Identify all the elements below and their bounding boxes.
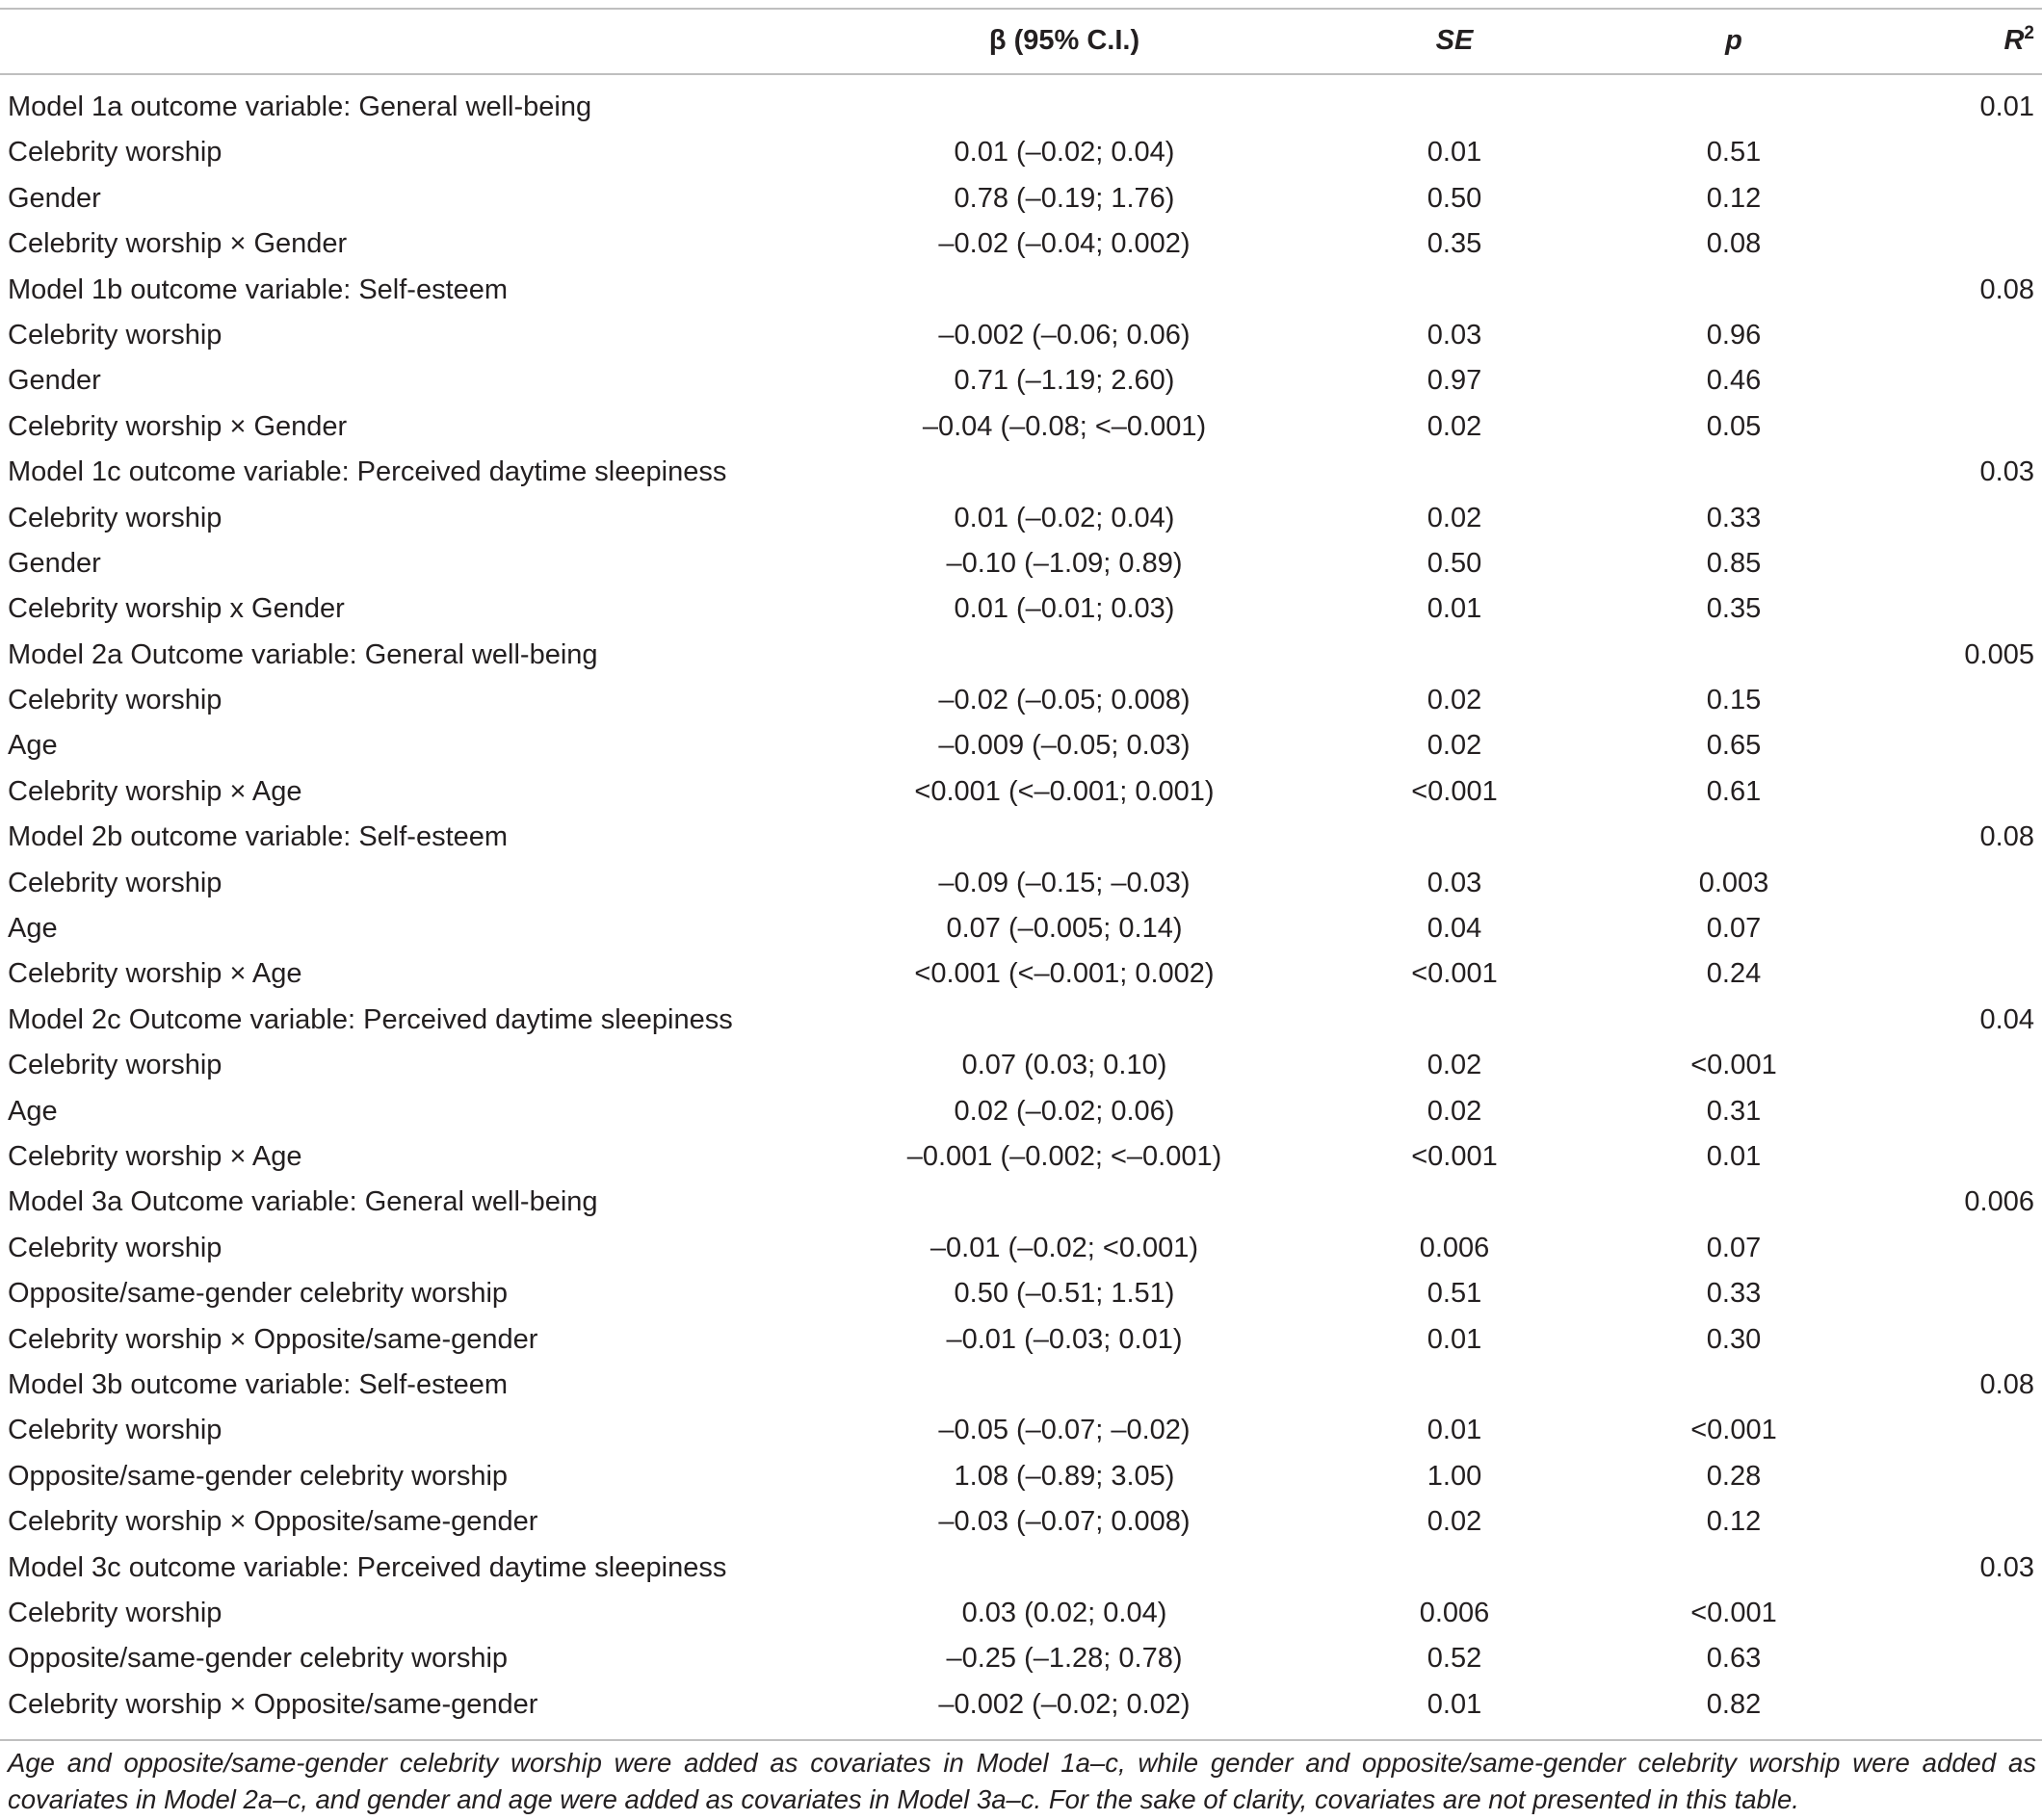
beta-cell: –0.001 (–0.002; <–0.001)	[906, 1140, 1222, 1172]
row-label: Gender	[8, 547, 101, 579]
p-cell: 0.12	[1706, 182, 1762, 214]
table-row	[0, 130, 2042, 175]
row-label: Celebrity worship	[8, 502, 223, 533]
p-cell: 0.51	[1706, 137, 1762, 169]
se-cell: 0.02	[1427, 730, 1482, 762]
table-row	[0, 906, 2042, 951]
beta-cell: –0.03 (–0.07; 0.008)	[938, 1506, 1191, 1538]
row-label: Celebrity worship	[8, 319, 223, 351]
table-row	[0, 1682, 2042, 1728]
beta-cell: 0.07 (–0.005; 0.14)	[946, 913, 1183, 945]
p-cell: 0.63	[1706, 1643, 1762, 1675]
table-row	[0, 496, 2042, 541]
row-label: Model 2b outcome variable: Self-esteem	[8, 821, 509, 853]
model-header-row	[0, 1546, 2042, 1591]
beta-cell: <0.001 (<–0.001; 0.001)	[914, 775, 1215, 807]
se-cell: 0.01	[1427, 1415, 1482, 1446]
p-cell: 0.01	[1706, 1140, 1762, 1172]
p-cell: 0.003	[1698, 867, 1769, 898]
p-cell: 0.96	[1706, 319, 1762, 351]
row-label: Celebrity worship	[8, 137, 223, 169]
r2-cell: 0.03	[1979, 1551, 2034, 1583]
model-header-row	[0, 450, 2042, 495]
beta-cell: 0.71 (–1.19; 2.60)	[954, 365, 1175, 397]
p-cell: 0.35	[1706, 593, 1762, 625]
table-row	[0, 951, 2042, 997]
se-cell: 0.02	[1427, 1095, 1482, 1127]
row-label: Gender	[8, 365, 101, 397]
p-cell: 0.07	[1706, 913, 1762, 945]
beta-cell: 1.08 (–0.89; 3.05)	[954, 1460, 1175, 1492]
table-row	[0, 586, 2042, 632]
table-row	[0, 769, 2042, 815]
row-label: Celebrity worship × Age	[8, 1140, 302, 1172]
row-label: Age	[8, 730, 58, 762]
header-rule	[0, 73, 2042, 75]
se-cell: 0.01	[1427, 137, 1482, 169]
row-label: Celebrity worship	[8, 1597, 223, 1628]
header-se: SE	[1435, 25, 1474, 56]
row-label: Celebrity worship	[8, 685, 223, 716]
row-label: Celebrity worship × Opposite/same-gender	[8, 1506, 538, 1538]
model-header-row	[0, 998, 2042, 1043]
table-row	[0, 1271, 2042, 1316]
table-bottom-rule	[0, 1739, 2042, 1741]
beta-cell: 0.03 (0.02; 0.04)	[961, 1597, 1167, 1628]
beta-cell: –0.10 (–1.09; 0.89)	[946, 547, 1183, 579]
p-cell: 0.33	[1706, 502, 1762, 533]
r2-cell: 0.005	[1964, 638, 2034, 670]
table-row	[0, 1499, 2042, 1545]
header-p: p	[1725, 25, 1742, 56]
row-label: Celebrity worship × Opposite/same-gender	[8, 1323, 538, 1355]
r2-cell: 0.03	[1979, 456, 2034, 488]
table-row	[0, 1408, 2042, 1453]
se-cell: 1.00	[1427, 1460, 1482, 1492]
se-cell: <0.001	[1411, 775, 1498, 807]
beta-cell: –0.09 (–0.15; –0.03)	[938, 867, 1191, 898]
table-row	[0, 861, 2042, 906]
p-cell: 0.85	[1706, 547, 1762, 579]
beta-cell: –0.002 (–0.02; 0.02)	[938, 1688, 1191, 1720]
se-cell: 0.02	[1427, 410, 1482, 442]
table-row	[0, 1591, 2042, 1636]
row-label: Model 3c outcome variable: Perceived daytime sleepiness	[8, 1551, 727, 1583]
header-beta: β (95% C.I.)	[988, 25, 1140, 56]
header-r2-sup: 2	[2024, 23, 2034, 43]
p-cell: 0.07	[1706, 1232, 1762, 1263]
table-row	[0, 1043, 2042, 1088]
se-cell: 0.02	[1427, 1506, 1482, 1538]
model-header-row	[0, 1180, 2042, 1225]
row-label: Celebrity worship	[8, 1050, 223, 1081]
beta-cell: –0.02 (–0.04; 0.002)	[938, 228, 1191, 260]
beta-cell: 0.01 (–0.02; 0.04)	[954, 502, 1175, 533]
se-cell: 0.02	[1427, 1050, 1482, 1081]
beta-cell: –0.02 (–0.05; 0.008)	[938, 685, 1191, 716]
table-top-rule	[0, 8, 2042, 10]
table-row	[0, 1454, 2042, 1499]
row-label: Celebrity worship × Gender	[8, 228, 348, 260]
model-header-row	[0, 85, 2042, 130]
table-row	[0, 541, 2042, 586]
row-label: Model 1b outcome variable: Self-esteem	[8, 273, 509, 305]
se-cell: 0.03	[1427, 867, 1482, 898]
table-row	[0, 1089, 2042, 1134]
p-cell: 0.24	[1706, 958, 1762, 990]
row-label: Celebrity worship × Age	[8, 958, 302, 990]
beta-cell: 0.78 (–0.19; 1.76)	[954, 182, 1175, 214]
beta-cell: 0.02 (–0.02; 0.06)	[954, 1095, 1175, 1127]
table-row	[0, 221, 2042, 267]
table-row	[0, 313, 2042, 358]
p-cell: <0.001	[1690, 1050, 1777, 1081]
se-cell: 0.02	[1427, 502, 1482, 533]
table-row	[0, 723, 2042, 768]
table-footnote: Age and opposite/same-gender celebrity worship were added as covariates in Model 1a–c, while gender and opposite/same-gender celebrity worship were added as covariates in Model 2a–c, and gender and age were added as covariates in Model 3a–c. For the sake of clarity, covariates are not presented in this table.	[8, 1748, 2036, 1814]
p-cell: 0.28	[1706, 1460, 1762, 1492]
row-label: Model 2c Outcome variable: Perceived daytime sleepiness	[8, 1003, 733, 1035]
se-cell: 0.52	[1427, 1643, 1482, 1675]
se-cell: 0.01	[1427, 593, 1482, 625]
table-row	[0, 1317, 2042, 1363]
p-cell: 0.61	[1706, 775, 1762, 807]
beta-cell: –0.05 (–0.07; –0.02)	[938, 1415, 1191, 1446]
se-cell: 0.51	[1427, 1278, 1482, 1310]
p-cell: 0.31	[1706, 1095, 1762, 1127]
row-label: Model 2a Outcome variable: General well-being	[8, 638, 598, 670]
model-header-row	[0, 268, 2042, 313]
table-row	[0, 678, 2042, 723]
row-label: Opposite/same-gender celebrity worship	[8, 1460, 509, 1492]
se-cell: 0.50	[1427, 547, 1482, 579]
row-label: Celebrity worship × Age	[8, 775, 302, 807]
row-label: Model 3b outcome variable: Self-esteem	[8, 1368, 509, 1400]
se-cell: 0.97	[1427, 365, 1482, 397]
p-cell: 0.46	[1706, 365, 1762, 397]
se-cell: 0.01	[1427, 1323, 1482, 1355]
beta-cell: –0.01 (–0.02; <0.001)	[929, 1232, 1199, 1263]
table-row	[0, 1636, 2042, 1681]
row-label: Gender	[8, 182, 101, 214]
p-cell: 0.08	[1706, 228, 1762, 260]
header-r2	[1859, 15, 2034, 65]
p-cell: <0.001	[1690, 1415, 1777, 1446]
r2-cell: 0.04	[1979, 1003, 2034, 1035]
beta-cell: 0.01 (–0.01; 0.03)	[954, 593, 1175, 625]
header-r2-base: R	[2003, 25, 2025, 56]
r2-cell: 0.01	[1979, 91, 2034, 122]
row-label: Model 3a Outcome variable: General well-being	[8, 1186, 598, 1218]
row-label: Celebrity worship	[8, 867, 223, 898]
row-label: Model 1a outcome variable: General well-being	[8, 91, 592, 122]
beta-cell: –0.01 (–0.03; 0.01)	[946, 1323, 1183, 1355]
model-header-row	[0, 633, 2042, 678]
beta-cell: 0.50 (–0.51; 1.51)	[954, 1278, 1175, 1310]
table-row	[0, 176, 2042, 221]
se-cell: 0.02	[1427, 685, 1482, 716]
row-label: Age	[8, 1095, 58, 1127]
row-label: Opposite/same-gender celebrity worship	[8, 1643, 509, 1675]
table-row	[0, 404, 2042, 450]
se-cell: <0.001	[1411, 958, 1498, 990]
beta-cell: –0.002 (–0.06; 0.06)	[938, 319, 1191, 351]
se-cell: 0.35	[1427, 228, 1482, 260]
se-cell: 0.03	[1427, 319, 1482, 351]
se-cell: 0.50	[1427, 182, 1482, 214]
row-label: Model 1c outcome variable: Perceived daytime sleepiness	[8, 456, 727, 488]
row-label: Opposite/same-gender celebrity worship	[8, 1278, 509, 1310]
se-cell: 0.006	[1419, 1597, 1490, 1628]
p-cell: 0.65	[1706, 730, 1762, 762]
row-label: Celebrity worship x Gender	[8, 593, 345, 625]
row-label: Celebrity worship × Opposite/same-gender	[8, 1688, 538, 1720]
table-row	[0, 1226, 2042, 1271]
r2-cell: 0.08	[1979, 821, 2034, 853]
model-header-row	[0, 1363, 2042, 1408]
se-cell: 0.04	[1427, 913, 1482, 945]
beta-cell: 0.07 (0.03; 0.10)	[961, 1050, 1167, 1081]
p-cell: <0.001	[1690, 1597, 1777, 1628]
p-cell: 0.82	[1706, 1688, 1762, 1720]
model-header-row	[0, 815, 2042, 860]
beta-cell: –0.04 (–0.08; <–0.001)	[922, 410, 1207, 442]
table-row	[0, 1134, 2042, 1180]
se-cell: 0.01	[1427, 1688, 1482, 1720]
beta-cell: –0.25 (–1.28; 0.78)	[946, 1643, 1183, 1675]
beta-cell: <0.001 (<–0.001; 0.002)	[914, 958, 1215, 990]
r2-cell: 0.08	[1979, 273, 2034, 305]
r2-cell: 0.006	[1964, 1186, 2034, 1218]
table-row	[0, 358, 2042, 403]
p-cell: 0.33	[1706, 1278, 1762, 1310]
p-cell: 0.15	[1706, 685, 1762, 716]
table-header-row	[0, 15, 2042, 65]
p-cell: 0.30	[1706, 1323, 1762, 1355]
p-cell: 0.12	[1706, 1506, 1762, 1538]
se-cell: 0.006	[1419, 1232, 1490, 1263]
row-label: Age	[8, 913, 58, 945]
row-label: Celebrity worship × Gender	[8, 410, 348, 442]
row-label: Celebrity worship	[8, 1415, 223, 1446]
p-cell: 0.05	[1706, 410, 1762, 442]
r2-cell: 0.08	[1979, 1368, 2034, 1400]
se-cell: <0.001	[1411, 1140, 1498, 1172]
beta-cell: –0.009 (–0.05; 0.03)	[938, 730, 1191, 762]
row-label: Celebrity worship	[8, 1232, 223, 1263]
beta-cell: 0.01 (–0.02; 0.04)	[954, 137, 1175, 169]
table-body	[0, 85, 2042, 1728]
